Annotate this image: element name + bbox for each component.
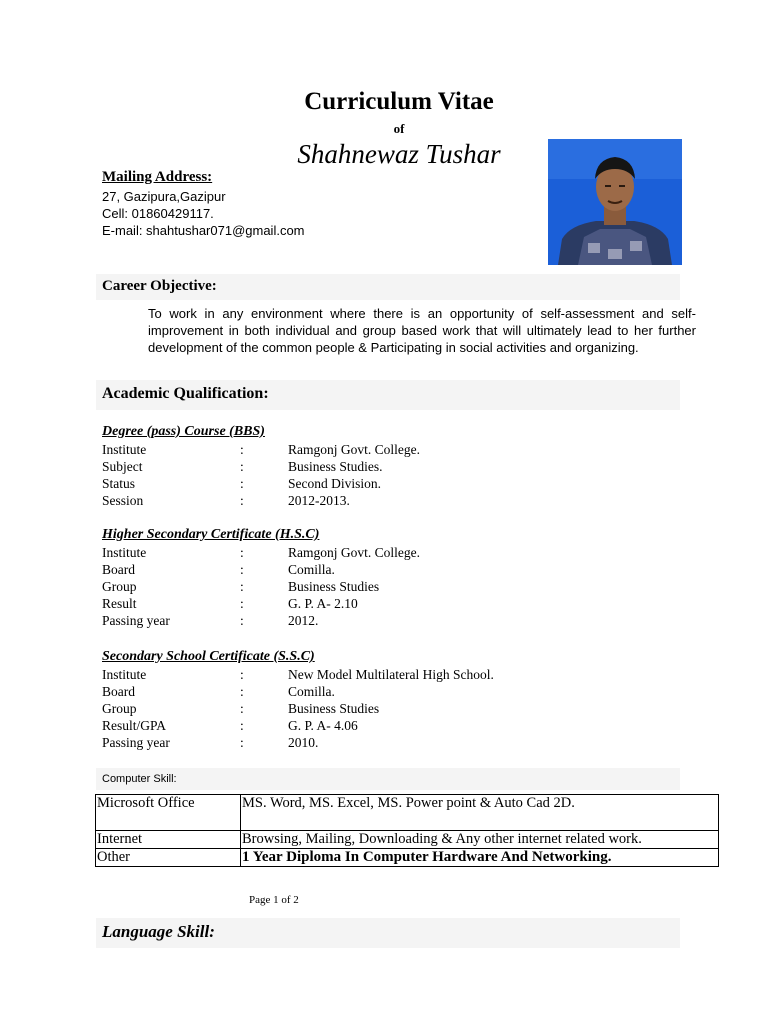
computer-skill-heading: Computer Skill: [102, 773, 177, 785]
mailing-address-heading: Mailing Address: [102, 169, 213, 185]
field-label: Board [102, 562, 135, 577]
ssc-section-title: Secondary School Certificate (S.S.C) [102, 649, 315, 664]
field-value: G. P. A- 4.06 [288, 718, 358, 733]
field-value: Comilla. [288, 562, 335, 577]
field-value: Business Studies [288, 579, 380, 594]
page-number: Page 1 of 2 [249, 894, 299, 906]
field-value: Ramgonj Govt. College. [288, 442, 420, 457]
table-row [102, 701, 602, 718]
degree-section-title: Degree (pass) Course (BBS) [102, 424, 265, 439]
table-row [102, 613, 602, 630]
field-value: 2012. [288, 613, 319, 628]
field-colon: : [240, 718, 244, 733]
career-objective-band [96, 274, 680, 300]
table-row [102, 545, 602, 562]
table-row [102, 459, 602, 476]
field-colon: : [240, 562, 244, 577]
cv-title: Curriculum Vitae [304, 88, 494, 115]
field-colon: : [240, 667, 244, 682]
field-colon: : [240, 684, 244, 699]
field-colon: : [240, 701, 244, 716]
field-value: Ramgonj Govt. College. [288, 545, 420, 560]
academic-qualification-heading: Academic Qualification: [102, 385, 269, 402]
table-row [102, 493, 602, 510]
skill-value: 1 Year Diploma In Computer Hardware And Networking. [241, 849, 719, 867]
field-colon: : [240, 493, 244, 508]
address-line: 27, Gazipura,Gazipur [102, 189, 226, 204]
email-line: E-mail: shahtushar071@gmail.com [102, 223, 305, 238]
profile-photo [548, 139, 682, 265]
skill-label: Microsoft Office [96, 795, 241, 831]
field-label: Group [102, 579, 137, 594]
table-row [102, 442, 602, 459]
computer-skill-band [96, 768, 680, 790]
field-value: Comilla. [288, 684, 335, 699]
field-value: Business Studies [288, 701, 380, 716]
field-colon: : [240, 613, 244, 628]
field-label: Result/GPA [102, 718, 167, 733]
skill-label: Other [96, 849, 241, 867]
table-row [102, 596, 602, 613]
field-colon: : [240, 442, 244, 457]
table-row [102, 735, 602, 752]
field-label: Institute [102, 667, 147, 682]
field-value: 2010. [288, 735, 319, 750]
table-row [102, 476, 602, 493]
table-row [102, 667, 602, 684]
skill-value: MS. Word, MS. Excel, MS. Power point & Auto Cad 2D. [241, 795, 719, 831]
skill-label: Internet [96, 831, 241, 849]
table-row [96, 831, 719, 849]
table-row [96, 849, 719, 867]
field-value: Business Studies. [288, 459, 383, 474]
academic-qualification-band [96, 380, 680, 410]
field-label: Session [102, 493, 144, 508]
candidate-name: Shahnewaz Tushar [297, 139, 501, 169]
field-value: New Model Multilateral High School. [288, 667, 494, 682]
language-skill-heading: Language Skill: [102, 922, 215, 941]
field-colon: : [240, 476, 244, 491]
field-value: 2012-2013. [288, 493, 350, 508]
field-label: Status [102, 476, 136, 491]
table-row [102, 718, 602, 735]
table-row [102, 684, 602, 701]
table-row [102, 562, 602, 579]
table-row [96, 795, 719, 831]
field-value: G. P. A- 2.10 [288, 596, 358, 611]
career-objective-heading: Career Objective: [102, 278, 217, 294]
field-label: Result [102, 596, 137, 611]
field-colon: : [240, 735, 244, 750]
field-label: Passing year [102, 735, 170, 750]
field-colon: : [240, 579, 244, 594]
field-label: Passing year [102, 613, 170, 628]
field-label: Institute [102, 545, 147, 560]
hsc-section-title: Higher Secondary Certificate (H.S.C) [102, 527, 320, 542]
skill-value: Browsing, Mailing, Downloading & Any other internet related work. [241, 831, 719, 849]
table-row [102, 579, 602, 596]
person-portrait-icon [548, 139, 682, 265]
of-label: of [393, 121, 405, 136]
field-value: Second Division. [288, 476, 381, 491]
field-label: Subject [102, 459, 143, 474]
computer-skill-table [95, 794, 719, 867]
field-colon: : [240, 596, 244, 611]
field-colon: : [240, 545, 244, 560]
career-objective-text: To work in any environment where there is an opportunity of self-assessment and self-improvement in both individual and group based work that will ultimately lead to her further development of the common people & Participating in social activities and organizing. [148, 306, 696, 355]
field-label: Group [102, 701, 137, 716]
field-colon: : [240, 459, 244, 474]
field-label: Board [102, 684, 135, 699]
field-label: Institute [102, 442, 147, 457]
cell-line: Cell: 01860429117. [102, 206, 214, 221]
